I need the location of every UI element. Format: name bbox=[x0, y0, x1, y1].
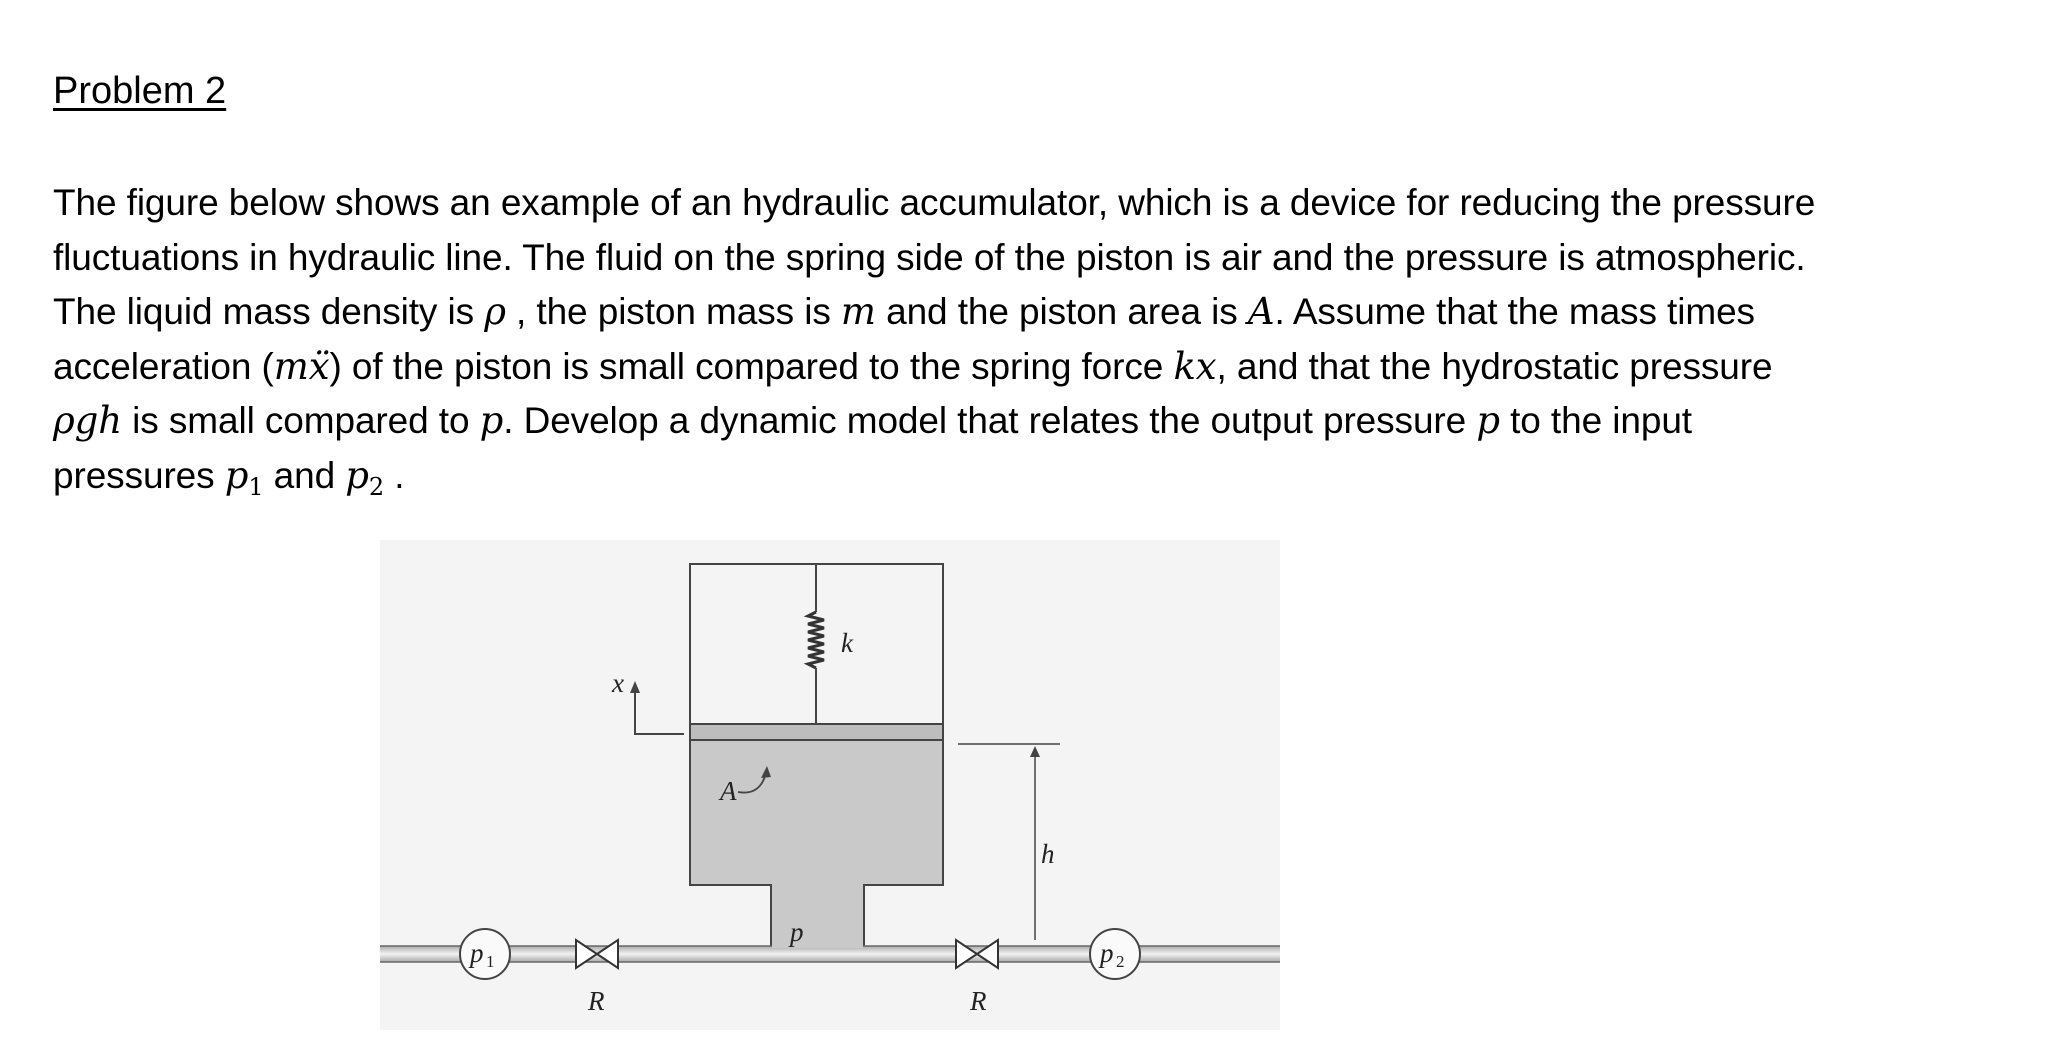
valve-left-label: R bbox=[588, 986, 605, 1016]
statement-text: and the piston area is bbox=[875, 291, 1248, 332]
math-symbol-text: mẍ bbox=[273, 344, 330, 388]
math-symbol bbox=[484, 290, 506, 333]
math-symbol-text: p bbox=[345, 453, 369, 497]
statement-text: . Assume that the mass times bbox=[1274, 291, 1755, 332]
statement-text: The liquid mass density is bbox=[53, 291, 485, 332]
statement-line bbox=[53, 394, 2033, 449]
math-symbol bbox=[841, 290, 876, 333]
statement-text: The figure below shows an example of an hydraulic accumulator, which is a device for reducing the pressure bbox=[53, 182, 1816, 223]
math-symbol bbox=[274, 345, 330, 388]
statement-line bbox=[53, 449, 2033, 515]
pipe bbox=[380, 946, 1280, 962]
statement-text: . bbox=[384, 454, 405, 496]
math-symbol-text: kx bbox=[1173, 344, 1217, 388]
math-symbol bbox=[1476, 399, 1500, 442]
gauge-p1-subscript: 1 bbox=[486, 952, 495, 971]
statement-text: ) of the piston is small compared to the spring force bbox=[329, 345, 1174, 387]
liquid-neck bbox=[771, 885, 864, 947]
math-symbol-text: p bbox=[224, 453, 249, 497]
statement-line bbox=[53, 176, 2033, 231]
accumulator-figure bbox=[380, 540, 1280, 1030]
math-symbol bbox=[224, 453, 264, 501]
math-symbol-text: p bbox=[1476, 399, 1500, 442]
math-symbol-text: ρ bbox=[484, 290, 506, 333]
statement-line bbox=[53, 340, 2033, 395]
statement-text: to the input bbox=[1499, 400, 1692, 441]
gauge-p2-icon bbox=[1090, 929, 1140, 979]
valve-right-label: R bbox=[970, 986, 987, 1016]
displacement-label: x bbox=[612, 668, 624, 698]
gauge-p2-subscript: 2 bbox=[1116, 952, 1125, 971]
math-symbol-text: ρgh bbox=[53, 399, 122, 442]
statement-text: and bbox=[263, 454, 346, 496]
spring-constant-label: k bbox=[841, 628, 853, 658]
statement-text: fluctuations in hydraulic line. The fluid on the spring side of the piston is air and the pressure is atmospheric. bbox=[53, 236, 1806, 278]
math-symbol bbox=[345, 453, 385, 501]
math-subscript: 1 bbox=[248, 472, 264, 501]
math-symbol bbox=[480, 399, 504, 442]
problem-title: Problem 2 bbox=[53, 70, 227, 112]
liquid-upper bbox=[690, 740, 943, 885]
statement-text: . Develop a dynamic model that relates the output pressure bbox=[503, 400, 1477, 441]
math-symbol-text: p bbox=[479, 399, 504, 442]
gauge-p2-label: p bbox=[1100, 938, 1114, 968]
gauge-p1-icon bbox=[460, 929, 510, 979]
neck-pipe-junction bbox=[772, 944, 863, 948]
statement-text: is small compared to bbox=[121, 400, 480, 441]
statement-text: acceleration ( bbox=[53, 345, 274, 387]
statement-text: , the piston mass is bbox=[505, 291, 841, 332]
accumulator-diagram bbox=[380, 540, 1280, 1030]
math-symbol bbox=[53, 399, 122, 442]
math-symbol bbox=[1248, 290, 1275, 333]
statement-text: pressures bbox=[53, 454, 225, 496]
area-label: A bbox=[720, 776, 737, 806]
math-symbol-text: A bbox=[1247, 290, 1275, 333]
piston bbox=[690, 724, 943, 740]
math-symbol bbox=[1173, 345, 1216, 388]
statement-text: , and that the hydrostatic pressure bbox=[1216, 345, 1773, 387]
problem-statement bbox=[53, 176, 2033, 514]
statement-line bbox=[53, 285, 2033, 340]
gauge-p1-label: p bbox=[470, 938, 484, 968]
math-subscript: 2 bbox=[368, 472, 385, 501]
statement-line bbox=[53, 231, 2033, 286]
height-label: h bbox=[1041, 839, 1055, 869]
math-symbol-text: m bbox=[840, 290, 876, 333]
output-pressure-label: p bbox=[790, 917, 804, 947]
